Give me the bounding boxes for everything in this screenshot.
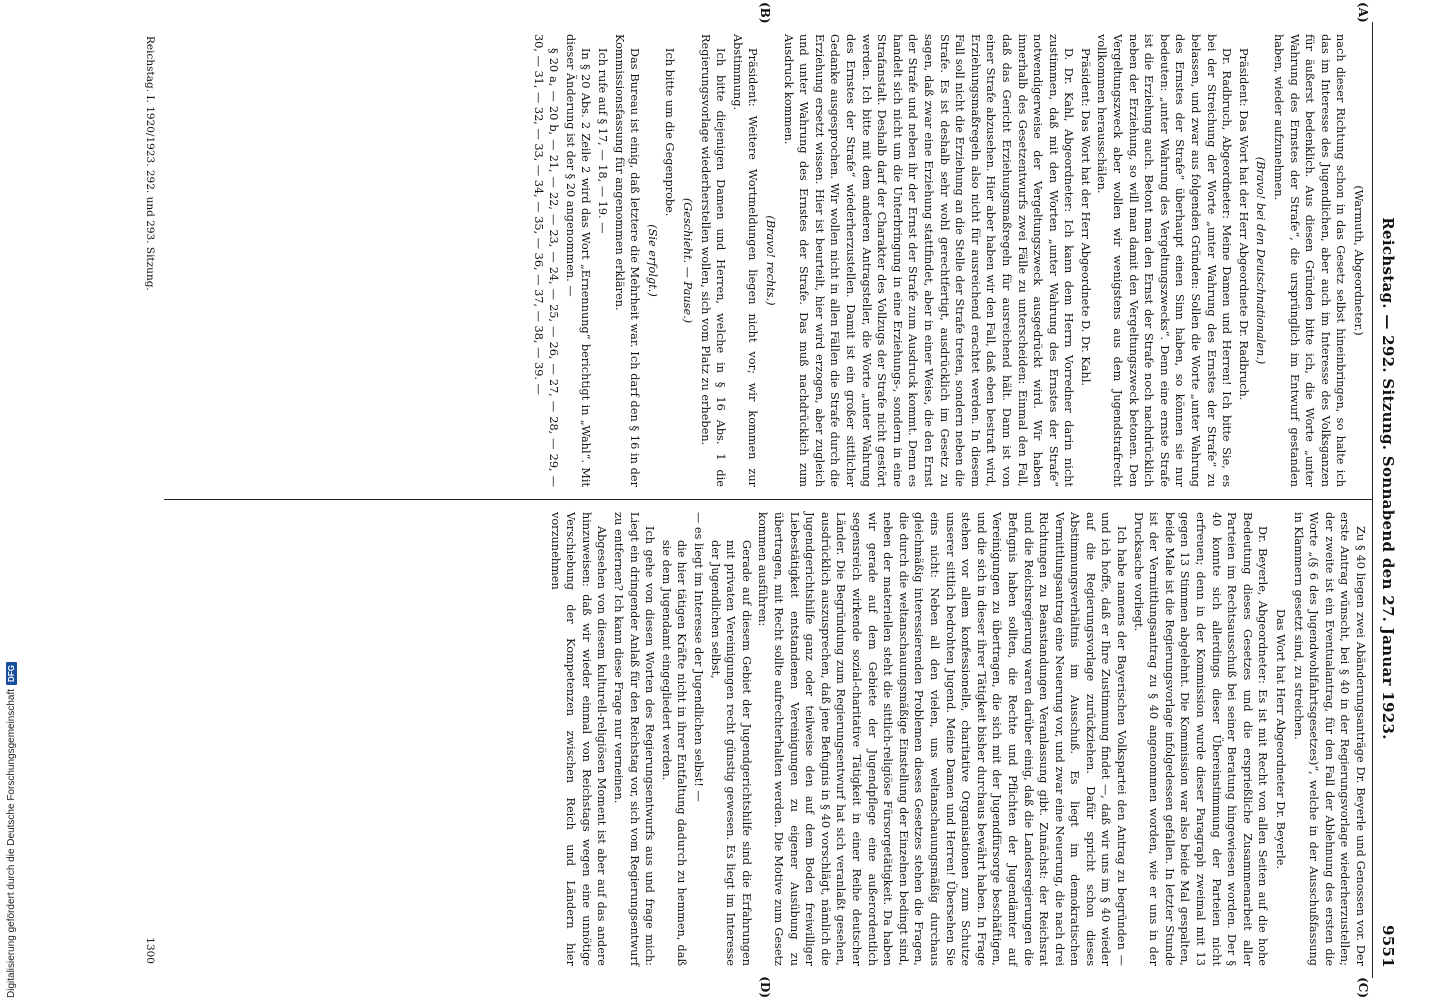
speaker-continuation: (Warmuth, Abgeordneter.) [1352,185,1365,336]
paragraph: Das Bureau ist einig, daß letztere die Mehrheit war. Ich darf den § 16 in der Kommissionsfassung für angenommen erklären. [612,34,642,487]
footer-signature: Reichstag. I. 1920/1923. 292. und 293. Sitzung. [144,36,156,291]
paragraph: nach dieser Richtung schon in das Gesetz selbst hineinbringen, so halte ich das im Interesse des Jugendlichen, aber auch im Interesse des Volksganzen für äußerst bedenklich. Aus diesen Gründen bitte ich, die Worte „unter Wahrung des Ernstes der Strafe“, die ursprünglich im Entwurf gestanden haben, wieder aufzunehmen. [1272,34,1348,487]
quotation: die hier tätigen Kräfte nicht in ihrer Entfaltung dadurch zu hemmen, daß sie dem Jugendamt eingegliedert werden. [659,540,689,966]
speech-paragraph: Dr. Beyerle, Abgeordneter: Es ist mit Recht von allen Seiten auf die hohe Bedeutung dieses Gesetzes und die ersprießliche Zusammenarbeit aller Parteien im Rechtsausschuß bei seiner Beratung hingewiesen worden. Der § 40 konnte sich allerdings dieser Übereinstimmung der Parteien nicht erfreuen; denn in der Kommission wurde dieser Paragraph zweimal mit 13 gegen 13 Stimmen abgelehnt. Die Kommission war also beide Mal gespalten, beide Male ist die Regierungsvorlage infolgedessen gefallen. In letzter Stunde ist der Vermittlungsantrag zu § 40 angenommen worden, wie er uns in der Drucksache vorliegt. [1131,512,1270,966]
interjection: (Bravo! bei den Deutschnationalen.) [1254,156,1268,365]
paragraph: In § 20 Abs. 2 Zeile 2 wird das Wort „Ernennung“ berichtigt in „Wahl“. Mit dieser Änderung ist der § 20 angenommen. — [563,34,593,487]
president-statement: Präsident: Das Wort hat der Herr Abgeordnete D. Dr. Kahl. [1078,48,1092,387]
dfg-logo-icon: DFG [6,662,17,685]
page-footer [136,22,164,978]
interjection: (Bravo! rechts.) [764,215,778,306]
quotation: Gerade auf diesem Gebiet der Jugendgerichtshilfe sind die Erfahrungen mit privaten Vereinigungen recht günstig gewesen. Es liegt im Interesse der Jugendlichen selbst, [708,540,753,966]
speech-paragraph: D. Dr. Kahl, Abgeordneter: Ich kann dem Herrn Vorredner darin nicht zustimmen, daß mit den Worten „unter Wahrung des Ernstes der Strafe“ notwendigerweise der Vergeltungszweck ausgedrückt wird. Wir haben innerhalb des Gesetzentwurfs zwei Fälle zu unterscheiden: Einmal den Fall, daß das Gericht Erziehungsmaßregeln für ausreichend hält. Dann ist von einer Strafe abzusehen. Hier aber haben wir den Fall, daß eben bestraft wird, Erziehungsmaßregeln also nicht für ausreichend erachtet werden. In diesem Fall soll nicht die Erziehung an die Stelle der Strafe treten, sondern neben die Strafe. Es ist deshalb sehr wohl gerechtfertigt, ausdrücklich im Gesetz zu sagen, daß zwar eine Erziehung stattfindet, aber in einer Weise, die den Ernst der Strafe und neben ihr der Ernst der Strafe zum Ausdruck kommt. Denn es handelt sich nicht um die Unterbringung in eine Erziehungs-, sondern in eine Strafanstalt. Deshalb darf der Charakter des Vollzugs der Strafe nicht gestört werden. Ich bitte mit dem anderen Antragsteller, die Worte „unter Wahrung des Ernstes der Strafe“ wiederherzustellen. Damit ist ein großer sittlicher Gedanke ausgesprochen. Wir wollen nicht in allen Fällen die Strafe durch die Erziehung ersetzt wissen. Hier ist beurteilt, hier wird erzogen, aber zugleich und unter Wahrung des Ernstes der Strafe. Das muß nachdrücklich zum Ausdruck kommen. [781,34,1076,487]
right-column [164,500,1372,998]
margin-marker-d: (D) [758,976,772,998]
interjection: (Sie erfolgt.) [645,224,659,297]
margin-marker-b: (B) [758,2,772,24]
president-statement: Präsident: Weitere Wortmeldungen liegen nicht vor; wir kommen zur Abstimmung. [730,34,760,487]
speech-paragraph: Dr. Radbruch, Abgeordneter: Meine Damen und Herren! Ich bitte Sie, es bei der Streichung der Worte „unter Wahrung des Ernstes der Strafe“ zu belassen, und zwar aus folgenden Gründen: Sollen die Worte „unter Wahrung des Ernstes der Strafe“ überhaupt einen Sinn haben, so können sie nur bedeuten: „unter Wahrung des Vergeltungszwecks“. Denn eine ernste Strafe ist die Erziehung auch. Betont man den Ernst der Strafe noch nachdrücklich neben der Erziehung, so will man damit den Vergeltungszweck betonen. Den Vergeltungszweck aber wollen wir wenigstens aus dem Jugendstrafrecht vollkommen herausschälen. [1095,34,1234,487]
paragraph: Ich bitte diejenigen Damen und Herren, welche in § 16 Abs. 1 die Regierungsvorlage wiederherstellen wollen, sich vom Platz zu erheben. [698,34,728,487]
quotation-aside: — es liegt im Interesse der Jugendlichen selbst! — [692,512,706,802]
page-number: 9551 [1379,925,1397,968]
left-column [164,2,1372,500]
credit-text: Digitalisierung gefördert durch die Deutsche Forschungsgemeinschaft [6,688,17,998]
paragraph: Zu § 40 liegen zwei Abänderungsanträge Dr. Beyerle und Genossen vor. Der erste Antrag wünscht, bei § 40 in der Regierungsvorlage wiederherzustellen; der zweite ist ein Eventualantrag, für den Fall der Ablehnung des ersten die Worte „(§ 6 des Jugendwohlfahrtsgesetzes)“, welche in der Ausschußfassung in Klammern gesetzt sind, zu streichen. [1291,512,1367,966]
paragraph: § 20 a, — 20 b, — 21, — 22, — 23, — 24, — 25, — 26, — 27, — 28, — 29, — 30, — 31, — 32, — 33, — 34, — 35, — 36, — 37, — 38, — 39. — [531,34,561,487]
president-statement: Das Wort hat Herr Abgeordneter Dr. Beyerle. [1274,608,1288,870]
rotated-document-page [95,0,1405,1000]
margin-marker-a: (A) [1356,2,1370,23]
running-head [1372,22,1401,978]
paragraph: Ich bitte um die Gegenprobe. [663,48,677,217]
paragraph: Ich rufe auf § 17, — 18, — 19. — [596,48,610,234]
speech-paragraph: Ich gehe von diesen Worten des Regierungsentwurfs aus und frage mich: Liegt ein dringender Anlaß für den Reichstag vor, sich vom Regierungsentwurf zu entfernen? Ich kann diese Frage nur verneinen. [612,512,657,966]
speech-paragraph: Ich habe namens der Bayerischen Volkspartei den Antrag zu begründen — und ich hoffe, daß er Ihre Zustimmung findet —, daß wir uns im § 40 wieder auf die Regierungsvorlage zurückziehen. Dafür spricht schon dieses Abstimmungsverhältnis im Ausschuß. Es liegt im demokratischen Vermittlungsantrag eine Neuerung vor, und zwar eine Neuerung, die nach drei Richtungen zu Beanstandungen Veranlassung gibt. Zunächst: der Reichsrat und die Reichsregierung waren darüber einig, daß die Landesregierungen die Befugnis haben sollten, die Rechte und Pflichten der Jugendämter auf Vereinigungen zu übertragen, die sich mit der Jugendfürsorge beschäftigen, und die sich in dieser ihrer Tätigkeit bisher durchaus bewährt haben. In Frage stehen vor allem konfessionelle, charitative Organisationen zum Schutze unserer sittlich bedrohten Jugend. Meine Damen und Herren! Übersehen Sie eins nicht: Neben all den vielen, uns weltanschauungsmäßig durchaus gleichmäßig interessierenden Problemen dieses Gesetzes stehen die Fragen, die durch die weltanschauungsmäßige Einstellung der Einzelnen bedingt sind, neben der materiellen steht die sittlich-religiöse Fürsorgetätigkeit. Da haben wir gerade auf dem Gebiete der Jugendpflege eine außerordentlich segensreich wirkende sozial-charitative Tätigkeit in einer Reihe deutscher Länder. Die Begründung zum Regierungsentwurf hat sich veranlaßt gesehen, ausdrücklich auszusprechen, daß jene Befugnis in § 40 vorschlägt, nämlich die Jugendgerichtshilfe ganz oder teilweise den auf dem Boden freiwilliger Liebestätigkeit entstandenen Vereinigungen zu eigener Ausübung zu übertragen, mit Recht sollte aufrechterhalten werden. Die Motive zum Gesetz kommen ausführen: [756,512,1129,966]
speech-paragraph: Abgesehen von diesem kulturell-religiösen Moment ist aber auf das andere hinzuweisen: daß wir wieder einmal von Reichstags wegen eine unnötige Verschiebung der Kompetenzen zwischen Reich und Ländern hier vorzunehmen [548,512,609,966]
interjection: (Geschieht. — Pause.) [681,197,695,324]
footer-number: 1300 [144,937,156,964]
margin-marker-c: (C) [1356,977,1370,998]
president-statement: Präsident: Das Wort hat der Herr Abgeordnete Dr. Radbruch. [1236,48,1250,401]
text-columns [164,2,1372,998]
running-head-title: Reichstag. — 292. Sitzung. Sonnabend den 27. Januar 1923. [1379,217,1397,740]
digitization-credit [6,662,17,998]
